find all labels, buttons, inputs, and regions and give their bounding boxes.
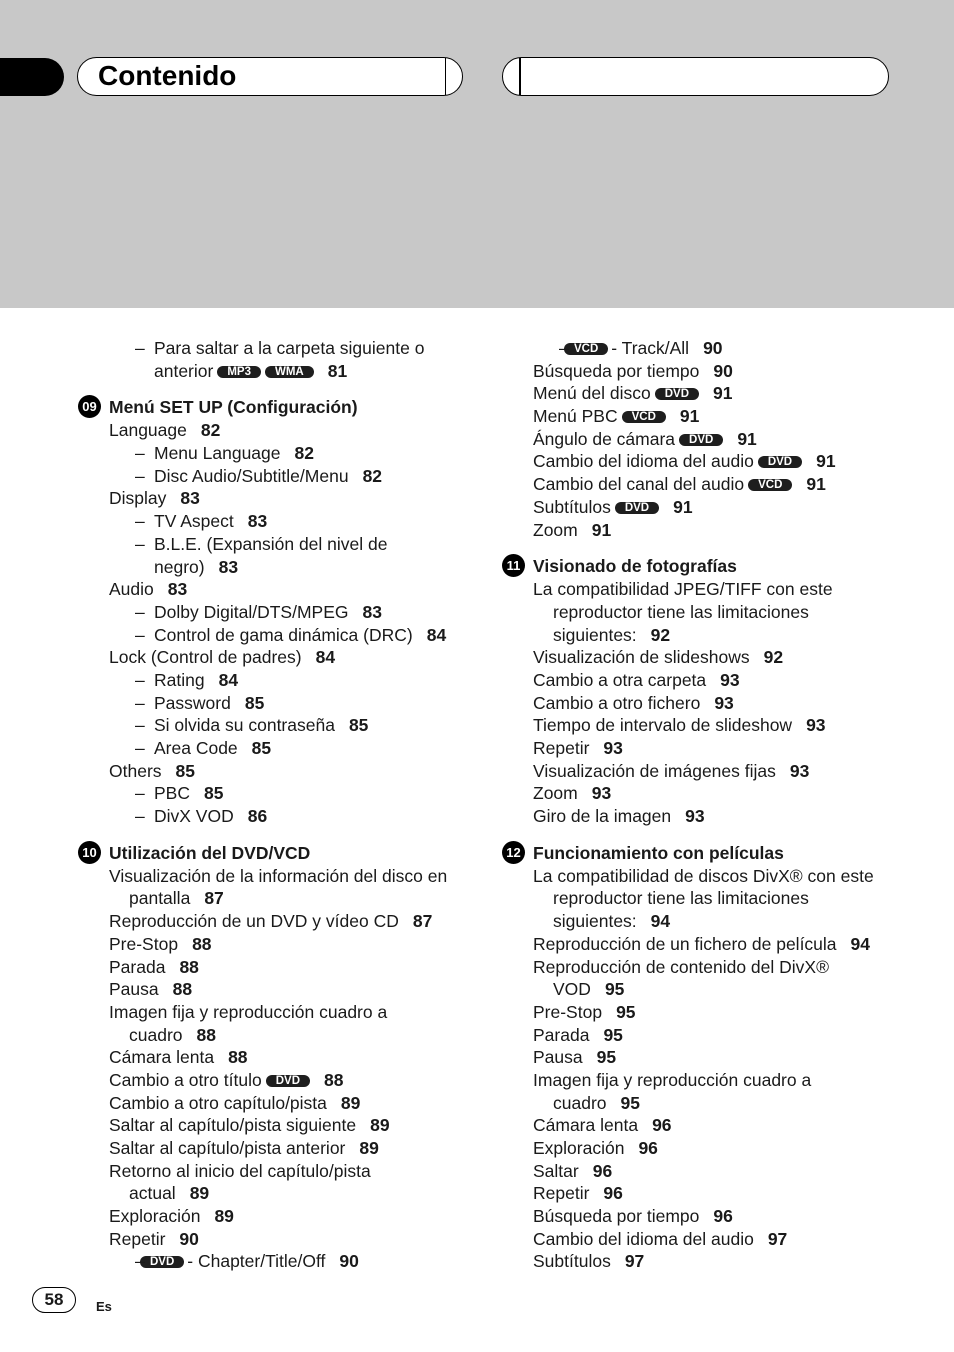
entry-text: B.L.E. (Expansión del nivel de <box>154 533 388 554</box>
toc-entry <box>78 556 478 579</box>
entry-page-number: 93 <box>591 783 612 804</box>
title-box <box>77 57 463 96</box>
entry-text: Pausa <box>533 1047 583 1068</box>
entry-text: Visualización de slideshows <box>533 647 750 668</box>
toc-entry <box>78 1160 478 1183</box>
format-badge: DVD <box>679 434 723 446</box>
entry-page-number: 85 <box>348 715 369 736</box>
format-badge: DVD <box>266 1075 310 1087</box>
entry-page-number: 92 <box>763 647 784 668</box>
entry-text: Menú del disco <box>533 383 651 404</box>
entry-text: Repetir <box>109 1228 166 1249</box>
entry-text: Language <box>109 420 187 441</box>
entry-page-number: 93 <box>789 760 810 781</box>
entry-page-number: 93 <box>806 715 826 736</box>
entry-text: Saltar al capítulo/pista siguiente <box>109 1115 357 1136</box>
entry-page-number: 83 <box>362 601 382 622</box>
title-box-divider <box>445 58 447 95</box>
entry-page-number: 88 <box>196 1024 216 1045</box>
list-dash: – <box>135 533 145 554</box>
entry-page-number: 96 <box>638 1138 658 1158</box>
toc-entry <box>78 1092 478 1115</box>
section-title: Menú SET UP (Configuración) <box>109 397 358 418</box>
toc-entry <box>78 1250 478 1273</box>
toc-entry <box>78 510 478 533</box>
entry-text: Saltar <box>533 1160 579 1181</box>
toc-entry <box>502 624 912 647</box>
entry-text: Cambio del idioma del audio <box>533 451 754 472</box>
entry-text: Repetir <box>533 1183 590 1204</box>
list-dash: – <box>135 624 145 645</box>
toc-entry <box>502 496 912 519</box>
toc-entry <box>502 519 912 542</box>
toc-entry <box>78 601 478 624</box>
toc-entry <box>78 578 478 601</box>
toc-entry <box>502 956 912 979</box>
entry-text: TV Aspect <box>154 511 234 532</box>
entry-page-number: 84 <box>218 669 239 690</box>
toc-entry <box>78 646 478 669</box>
entry-text: Cambio a otro fichero <box>533 692 701 713</box>
entry-text: Dolby Digital/DTS/MPEG <box>154 601 349 622</box>
entry-page-number: 97 <box>624 1251 645 1272</box>
entry-text: Visualización de imágenes fijas <box>533 760 776 781</box>
entry-page-number: 87 <box>412 911 433 932</box>
toc-entry <box>502 714 912 737</box>
list-dash: – <box>135 1251 145 1272</box>
toc-entry <box>502 782 912 805</box>
entry-page-number: 83 <box>218 556 239 577</box>
entry-page-number: 87 <box>204 888 224 909</box>
entry-text: Subtítulos <box>533 496 611 517</box>
format-badge: VCD <box>748 479 792 491</box>
entry-page-number: 88 <box>179 956 199 977</box>
entry-text: Giro de la imagen <box>533 806 672 827</box>
toc-entry <box>78 933 478 956</box>
toc-entry <box>78 1114 478 1137</box>
entry-page-number: 90 <box>179 1228 199 1249</box>
toc-entry <box>502 1182 912 1205</box>
header-right-box <box>502 57 889 96</box>
toc-entry <box>502 1205 912 1228</box>
toc-entry <box>78 1137 478 1160</box>
entry-text: Reproducción de un fichero de película <box>533 933 837 954</box>
entry-text: La compatibilidad de discos DivX® con este <box>533 865 874 886</box>
entry-page-number: 86 <box>247 806 268 827</box>
toc-entry <box>502 382 912 405</box>
toc-entry <box>78 624 478 647</box>
entry-text: cuadro <box>553 1092 607 1113</box>
toc-entry <box>502 737 912 760</box>
entry-page-number: 84 <box>426 624 447 645</box>
toc-entry <box>78 1069 478 1092</box>
entry-page-number: 90 <box>703 338 723 358</box>
entry-text: Retorno al inicio del capítulo/pista <box>109 1160 371 1181</box>
entry-text: Cambio del idioma del audio <box>533 1228 754 1249</box>
entry-page-number: 89 <box>340 1092 361 1113</box>
toc-entry <box>502 910 912 933</box>
toc-entry <box>78 910 478 933</box>
entry-text: Parada <box>109 956 166 977</box>
toc-entry <box>78 337 478 360</box>
toc-entry <box>78 978 478 1001</box>
entry-text: Password <box>154 692 231 713</box>
toc-entry <box>78 760 478 783</box>
entry-text: Exploración <box>109 1206 201 1227</box>
toc-entry <box>78 1228 478 1251</box>
entry-text: Saltar al capítulo/pista anterior <box>109 1138 346 1158</box>
entry-page-number: 85 <box>251 738 272 758</box>
entry-page-number: 89 <box>370 1115 390 1136</box>
toc-entry <box>78 805 478 828</box>
toc-entry <box>502 865 912 888</box>
entry-page-number: 82 <box>294 443 314 464</box>
entry-text: reproductor tiene las limitaciones <box>553 888 809 909</box>
list-dash: – <box>135 783 145 804</box>
entry-page-number: 88 <box>192 933 212 954</box>
entry-page-number: 91 <box>806 474 826 495</box>
toc-entry <box>502 887 912 910</box>
entry-page-number: 85 <box>244 692 265 713</box>
entry-text: Cambio a otra carpeta <box>533 669 707 690</box>
entry-page-number: 91 <box>679 406 700 427</box>
toc-entry <box>502 669 912 692</box>
toc-entry <box>502 1160 912 1183</box>
entry-page-number: 92 <box>650 624 671 645</box>
page-title: Contenido <box>98 60 237 91</box>
toc-entry <box>502 1137 912 1160</box>
page-number: 58 <box>32 1287 76 1313</box>
entry-page-number: 83 <box>180 488 200 509</box>
toc-entry <box>78 1046 478 1069</box>
list-dash: – <box>135 738 145 758</box>
toc-entry <box>78 1182 478 1205</box>
toc-entry <box>78 692 478 715</box>
entry-page-number: 94 <box>850 933 871 954</box>
toc-entry <box>78 442 478 465</box>
toc-entry <box>502 646 912 669</box>
entry-page-number: 96 <box>592 1160 613 1181</box>
entry-page-number: 95 <box>616 1001 636 1022</box>
entry-page-number: 97 <box>767 1228 788 1249</box>
entry-page-number: 85 <box>203 783 224 804</box>
entry-text: Pre-Stop <box>109 933 179 954</box>
section-number-badge: 09 <box>78 395 101 418</box>
header-band <box>0 0 954 308</box>
toc-entry <box>78 419 478 442</box>
entry-text: - Chapter/Title/Off <box>187 1251 326 1272</box>
entry-text: Reproducción de un DVD y vídeo CD <box>109 911 399 932</box>
list-dash: – <box>135 806 145 827</box>
toc-entry <box>502 601 912 624</box>
entry-page-number: 93 <box>714 692 734 713</box>
entry-page-number: 93 <box>685 806 705 827</box>
toc-entry <box>502 450 912 473</box>
section-heading <box>502 842 912 865</box>
toc-entry <box>78 1024 478 1047</box>
entry-text: pantalla <box>129 888 191 909</box>
entry-text: anterior <box>154 360 214 381</box>
toc-entry <box>78 714 478 737</box>
section-number-badge: 11 <box>502 554 525 577</box>
entry-text: Subtítulos <box>533 1251 611 1272</box>
entry-text: siguientes: <box>553 624 637 645</box>
toc-entry <box>502 1046 912 1069</box>
list-dash: – <box>135 511 145 532</box>
entry-text: Para saltar a la carpeta siguiente o <box>154 338 425 358</box>
toc-entry <box>78 533 478 556</box>
list-dash: – <box>135 443 145 464</box>
list-dash: – <box>559 338 569 358</box>
entry-page-number: 89 <box>359 1138 379 1158</box>
section-title: Funcionamiento con películas <box>533 842 784 863</box>
toc-entry <box>78 956 478 979</box>
entry-text: Imagen fija y reproducción cuadro a <box>109 1001 388 1022</box>
toc-entry <box>502 360 912 383</box>
list-dash: – <box>135 601 145 622</box>
format-badge: VCD <box>564 343 608 355</box>
section-title: Visionado de fotografías <box>533 556 737 577</box>
toc-left-column <box>78 337 478 1273</box>
entry-text: - Track/All <box>611 338 690 358</box>
entry-text: Pre-Stop <box>533 1001 603 1022</box>
toc-entry <box>502 473 912 496</box>
format-badge: DVD <box>615 502 659 514</box>
toc-entry <box>502 1024 912 1047</box>
format-badge: DVD <box>758 456 802 468</box>
entry-text: Parada <box>533 1024 590 1045</box>
entry-text: cuadro <box>129 1024 183 1045</box>
entry-text: Cambio a otro capítulo/pista <box>109 1092 327 1113</box>
entry-text: reproductor tiene las limitaciones <box>553 601 809 622</box>
header-right-box-divider <box>519 58 521 95</box>
entry-page-number: 95 <box>620 1092 640 1113</box>
entry-text: Cámara lenta <box>109 1047 215 1068</box>
entry-text: DivX VOD <box>154 806 234 827</box>
toc-entry <box>78 782 478 805</box>
section-number-badge: 10 <box>78 841 101 864</box>
entry-text: Cámara lenta <box>533 1115 639 1136</box>
entry-text: PBC <box>154 783 190 804</box>
entry-text: actual <box>129 1183 176 1204</box>
entry-text: Ángulo de cámara <box>533 428 676 449</box>
entry-page-number: 91 <box>713 383 733 404</box>
entry-page-number: 91 <box>591 519 612 540</box>
entry-text: Audio <box>109 579 154 600</box>
entry-page-number: 84 <box>315 647 336 668</box>
toc-entry <box>502 1069 912 1092</box>
section-number-badge: 12 <box>502 841 525 864</box>
entry-page-number: 85 <box>175 760 195 781</box>
entry-page-number: 95 <box>604 979 625 1000</box>
entry-page-number: 93 <box>720 669 740 690</box>
entry-page-number: 90 <box>339 1251 359 1272</box>
toc-entry <box>78 1001 478 1024</box>
toc-entry <box>78 865 478 888</box>
entry-text: Búsqueda por tiempo <box>533 1206 700 1227</box>
toc-entry <box>78 737 478 760</box>
list-dash: – <box>135 338 145 358</box>
entry-page-number: 91 <box>737 428 757 449</box>
entry-text: Menu Language <box>154 443 281 464</box>
toc-entry <box>502 1250 912 1273</box>
entry-text: VOD <box>553 979 591 1000</box>
toc-entry <box>78 887 478 910</box>
toc-entry <box>502 1228 912 1251</box>
entry-page-number: 82 <box>362 465 383 486</box>
entry-text: Pausa <box>109 979 159 1000</box>
format-badge: VCD <box>622 411 666 423</box>
entry-text: Tiempo de intervalo de slideshow <box>533 715 793 736</box>
entry-page-number: 91 <box>816 451 836 472</box>
entry-page-number: 81 <box>327 360 348 381</box>
list-dash: – <box>135 669 145 690</box>
entry-page-number: 95 <box>596 1047 617 1068</box>
entry-page-number: 88 <box>172 979 193 1000</box>
entry-text: Imagen fija y reproducción cuadro a <box>533 1069 812 1090</box>
entry-page-number: 95 <box>603 1024 623 1045</box>
toc-entry <box>78 669 478 692</box>
section-heading <box>78 396 478 419</box>
format-badge: MP3 <box>217 366 261 378</box>
entry-text: La compatibilidad JPEG/TIFF con este <box>533 579 833 600</box>
entry-text: Disc Audio/Subtitle/Menu <box>154 465 349 486</box>
entry-text: Rating <box>154 669 205 690</box>
toc-entry <box>502 978 912 1001</box>
toc-entry <box>502 578 912 601</box>
section-heading <box>502 555 912 578</box>
toc-entry <box>502 1092 912 1115</box>
format-badge: DVD <box>655 388 699 400</box>
section-heading <box>78 842 478 865</box>
entry-page-number: 89 <box>189 1183 210 1204</box>
entry-text: Cambio a otro título <box>109 1069 262 1090</box>
toc-entry <box>502 1114 912 1137</box>
entry-text: Repetir <box>533 738 590 758</box>
entry-text: Others <box>109 760 162 781</box>
toc-entry <box>78 465 478 488</box>
entry-text: Display <box>109 488 167 509</box>
entry-text: Cambio del canal del audio <box>533 474 745 495</box>
entry-text: Lock (Control de padres) <box>109 647 302 668</box>
entry-page-number: 96 <box>603 1183 623 1204</box>
header-black-tab <box>0 58 64 96</box>
toc-entry <box>502 405 912 428</box>
toc-entry <box>502 1001 912 1024</box>
toc-right-column <box>502 337 912 1273</box>
toc-entry <box>78 487 478 510</box>
toc-entry <box>502 760 912 783</box>
toc-entry <box>502 337 912 360</box>
section-title: Utilización del DVD/VCD <box>109 842 311 863</box>
entry-page-number: 90 <box>713 360 733 381</box>
entry-page-number: 88 <box>228 1047 248 1068</box>
entry-page-number: 89 <box>214 1206 234 1227</box>
list-dash: – <box>135 715 145 736</box>
list-dash: – <box>135 692 145 713</box>
toc-entry <box>78 1205 478 1228</box>
entry-text: Si olvida su contraseña <box>154 715 335 736</box>
entry-page-number: 91 <box>673 496 693 517</box>
toc-entry <box>502 933 912 956</box>
entry-text: Visualización de la información del disco en <box>109 865 448 886</box>
entry-page-number: 83 <box>167 579 188 600</box>
language-label: Es <box>96 1299 112 1314</box>
entry-page-number: 96 <box>652 1115 672 1136</box>
entry-page-number: 96 <box>713 1206 733 1227</box>
entry-text: Exploración <box>533 1138 625 1158</box>
entry-text: negro) <box>154 556 205 577</box>
toc-entry <box>502 692 912 715</box>
entry-text: Menú PBC <box>533 406 618 427</box>
entry-text: Control de gama dinámica (DRC) <box>154 624 413 645</box>
entry-text: Búsqueda por tiempo <box>533 360 700 381</box>
entry-page-number: 82 <box>200 420 221 441</box>
entry-text: Zoom <box>533 783 578 804</box>
entry-text: Area Code <box>154 738 238 758</box>
toc-entry <box>502 805 912 828</box>
entry-page-number: 93 <box>603 738 623 758</box>
entry-text: Zoom <box>533 519 578 540</box>
entry-page-number: 88 <box>324 1069 344 1090</box>
entry-page-number: 94 <box>650 911 671 932</box>
toc-entry <box>502 428 912 451</box>
format-badge: DVD <box>140 1256 184 1268</box>
entry-text: siguientes: <box>553 911 637 932</box>
list-dash: – <box>135 465 145 486</box>
entry-page-number: 83 <box>247 511 268 532</box>
entry-text: Reproducción de contenido del DivX® <box>533 956 829 977</box>
toc-entry <box>78 360 478 383</box>
format-badge: WMA <box>265 366 314 378</box>
